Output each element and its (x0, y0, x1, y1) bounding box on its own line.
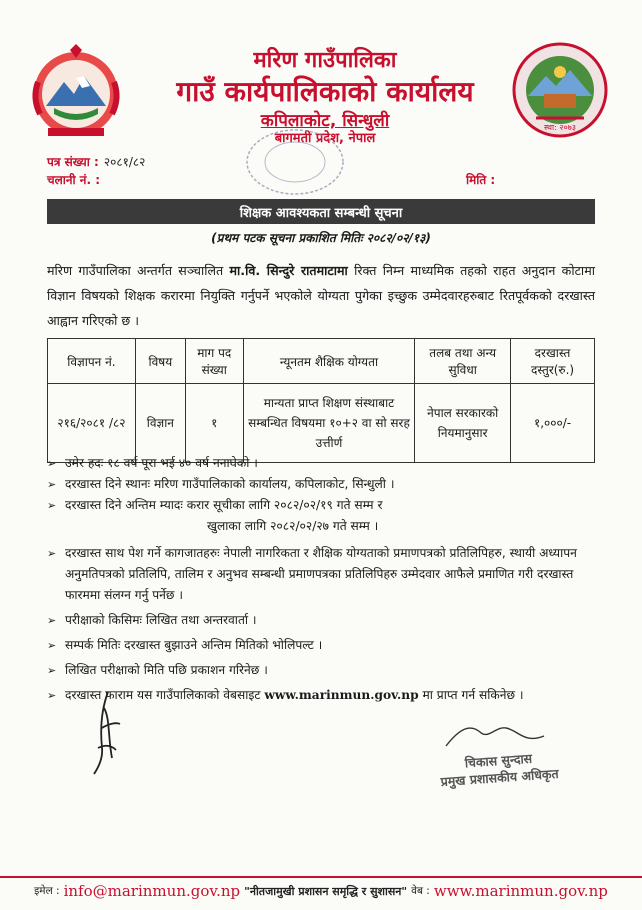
list-item (47, 660, 599, 681)
list-item (47, 610, 599, 631)
office-stamp (238, 124, 353, 199)
intro-before: मरिण गाउँपालिका अन्तर्गत सञ्चालित (47, 263, 224, 278)
handwritten-signature-left (86, 688, 126, 778)
arrow-bullet-icon: ➢ (47, 664, 57, 677)
list-item (47, 453, 599, 474)
seal-year-text: स्था: २०७३ (543, 123, 577, 132)
cell-salary: नेपाल सरकारको नियमानुसार (415, 384, 511, 463)
col-fee: दरखास्त दस्तुर(रु.) (511, 339, 595, 384)
footer-website-link[interactable]: www.marinmun.gov.np (433, 882, 608, 900)
province-name: बागमती प्रदेश, नेपाल (274, 131, 376, 146)
deadline-text: दरखास्त दिने अन्तिम म्यादः करार सूचीका लागि २०८२/०२/१९ गते सम्म र (65, 498, 383, 512)
web-label: वेब : (411, 885, 430, 897)
website-link[interactable]: www.marinmun.gov.np (264, 688, 419, 702)
cell-qualification: मान्यता प्राप्त शिक्षण संस्थाबाट सम्बन्धित विषयमा १०+२ वा सो सरह उत्तीर्ण (243, 384, 415, 463)
nepal-emblem-logo (26, 42, 126, 142)
arrow-bullet-icon: ➢ (47, 614, 57, 627)
col-salary: तलब तथा अन्य सुविधा (415, 339, 511, 384)
patra-sankhya (47, 151, 145, 170)
date-label: मिति : (466, 173, 496, 187)
deadline-open-text: खुलाका लागि २०८२/०२/२७ गते सम्म । (207, 519, 379, 533)
arrow-bullet-icon: ➢ (47, 689, 57, 702)
vacancy-table (47, 338, 595, 463)
office-address: कपिलाकोट, सिन्धुली (260, 111, 390, 131)
written-exam-date-text: लिखित परीक्षाको मिति पछि प्रकाशन गरिनेछ । (65, 663, 268, 677)
arrow-bullet-icon: ➢ (47, 457, 57, 470)
footer (0, 880, 642, 902)
email-label: इमेल : (34, 885, 60, 897)
list-item (47, 635, 599, 656)
col-qualification: न्यूनतम शैक्षिक योग्यता (243, 339, 415, 384)
age-limit-text: उमेर हदः १८ वर्ष पूरा भई ४० वर्ष ननाघेको । (65, 456, 258, 470)
footer-divider (0, 876, 642, 878)
cell-fee: १,०००/- (511, 384, 595, 463)
arrow-bullet-icon: ➢ (47, 499, 57, 512)
arrow-bullet-icon: ➢ (47, 478, 57, 491)
cell-ad-no: २१६/२०८१ /८२ (48, 384, 136, 463)
notice-title: शिक्षक आवश्यकता सम्बन्धी सूचना (47, 199, 595, 224)
chalani-number (47, 169, 100, 188)
form-download-text-end: मा प्राप्त गर्न सकिनेछ । (422, 688, 524, 702)
table-header-row (48, 339, 595, 384)
col-posts: माग पद संख्या (185, 339, 243, 384)
school-name: मा.वि. सिन्दुरे रातमाटामा (229, 263, 348, 278)
footer-slogan: "नीतजामुखी प्रशासन समृद्धि र सुशासन" (244, 884, 408, 898)
arrow-bullet-icon: ➢ (47, 547, 57, 560)
email-link[interactable]: info@marinmun.gov.np (63, 882, 241, 900)
cell-subject: विज्ञान (135, 384, 185, 463)
application-place-text: दरखास्त दिने स्थानः मरिण गाउँपालिकाको कार्यालय, कपिलाकोट, सिन्धुली । (65, 477, 395, 491)
table-row (48, 384, 595, 463)
intro-after: रिक्त निम्न माध्यमिक तहको राहत अनुदान कोटामा विज्ञान विषयको शिक्षक करारमा नियुक्ति गर्नुपर्ने भएकोले योग्यता पुगेका इच्छुक उम्मेदवारहरुबाट रितपूर्वकको दरखास्त आह्वान गरिएको छ । (47, 263, 595, 328)
chalani-label: चलानी नं. : (47, 173, 101, 187)
cell-posts: १ (185, 384, 243, 463)
list-item (47, 495, 599, 516)
arrow-bullet-icon: ➢ (47, 639, 57, 652)
documents-text: दरखास्त साथ पेश गर्ने कागजातहरुः नेपाली नागरिकता र शैक्षिक योग्यताको प्रमाणपत्रको प्रतिलिपिहरु, स्थायी अध्यापन अनुमतिपत्रको प्रतिलिपि, तालिम र अनुभव सम्बन्धी प्रमाणपत्रका प्रतिलिपिहरु उम्मेदवार आफैले प्रमाणित गरी दरखास्त फारममा संलग्न गर्नु पर्नेछ । (65, 546, 577, 602)
exam-type-text: परीक्षाको किसिमः लिखित तथा अन्तरवार्ता । (65, 613, 257, 627)
patra-label: पत्र संख्या : (47, 155, 99, 169)
list-item (47, 543, 599, 606)
notice-intro (47, 258, 595, 333)
notice-subtitle: (प्रथम पटक सूचना प्रकाशित मितिः २०८२/०२/१३) (211, 231, 431, 245)
col-ad-no: विज्ञापन नं. (48, 339, 136, 384)
signatory-designation: प्रमुख प्रशासकीय अधिकृत (440, 765, 560, 790)
col-subject: विषय (135, 339, 185, 384)
list-item (47, 685, 599, 706)
conditions-list (47, 453, 599, 706)
contact-date-text: सम्पर्क मितिः दरखास्त बुझाउने अन्तिम मितिको भोलिपल्ट । (65, 638, 323, 652)
signatory-name: चिकास सुन्दास (464, 750, 533, 771)
list-item (47, 474, 599, 495)
office-name: गाउँ कार्यपालिकाको कार्यालय (176, 75, 474, 108)
municipality-name: मरिण गाउँपालिका (253, 48, 397, 73)
form-download-text: दरखास्त फाराम यस गाउँपालिकाको वेबसाइट (65, 688, 261, 702)
list-item-continuation (47, 516, 599, 537)
patra-value: २०८१/८२ (103, 155, 146, 169)
date-field (466, 169, 495, 188)
